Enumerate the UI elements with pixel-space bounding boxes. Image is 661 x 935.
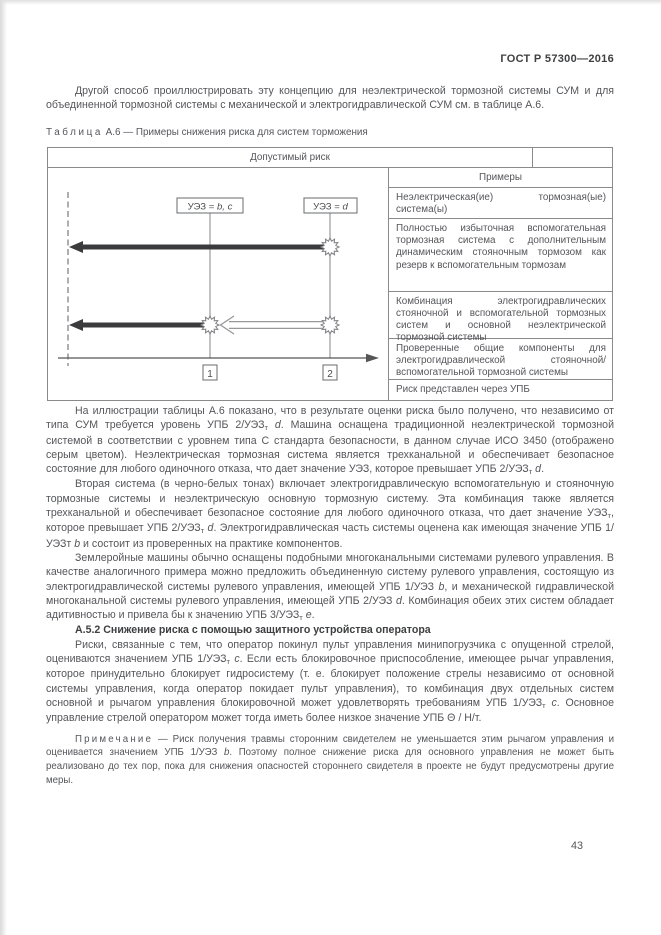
risk-axis — [58, 354, 379, 362]
document-code: ГОСТ Р 57300—2016 — [500, 53, 614, 65]
intro-paragraph: Другой способ проиллюстрировать эту концепцию для неэлектрической тормозной системы СУМ и для объединенной тормозной системы с механической и электрогидравлической СУМ см. в таблице А.6. — [46, 85, 614, 112]
svg-text:2: 2 — [327, 368, 333, 380]
risk-table — [47, 147, 613, 401]
section-heading-a52: А.5.2 Снижение риска с помощью защитного устройства оператора — [75, 624, 431, 637]
paragraph-operator-risks: Риски, связанные с тем, что оператор покинул пульт управления минипогрузчика с опущенной стрелой, оцениваются значением УПБ 1/УЭЗт c. Если есть блокировочное приспособление, имеющее рычаг управления, которое принудительно блокирует гидросистему (т. е. блокирует положение стрелы независимо от основной системы управления, когда оператор покидает пульт управления), то комбинация двух отдельных систем основной и рычагом управления блокировочной может удовлетворять требованиям УПБ 1/УЭЗт c. Основное управление стрелой оператором может тогда иметь более низкое значение УПБ Θ / Н/т. — [46, 638, 615, 725]
paragraph-steering-systems: Землеройные машины обычно оснащены подобными многоканальными системами рулевого управления. В качестве аналогичного примера можно предложить объединенную систему рулевого управления, состоящую из электрогидравлической системы рулевого управления, имеющей УПБ 1/УЭЗ b, и механической гидравлической многоканальной системы рулевого управления, имеющей УПБ 2/УЭЗ d. Комбинация обеих этих систем обладает адитивностью и привела бы к значению УПБ 3/УЭЗт e. — [46, 551, 614, 623]
uez-label-box-2 — [304, 198, 357, 213]
failure-burst-icon — [321, 316, 339, 334]
example-row-non-electric: Неэлектрическая(ие) тормозная(ые) система(ы) — [389, 188, 612, 219]
table-caption-text: А.6 — Примеры снижения риска для систем торможения — [102, 127, 368, 138]
svg-text:1: 1 — [207, 368, 213, 380]
paragraph-a6-explained: На иллюстрации таблицы А.6 показано, что в результате оценки риска было получено, что независимо от типа СУМ требуется уровень УПБ 2/УЭЗт d. Машина оснащена традиционной неэлектрической тормозной системой в соответствии с уровнем типа С стандарта безопасности, в данном случае ИСО 3450 (отображено серым цветом). Неэлектрическая тормозная система является трехканальной и обеспечивает безопасное состояние для любого одиночного отказа, что дает значение УЭЗ, которое превышает УПБ 2/УЭЗт d. — [46, 405, 614, 477]
table-header-allowable-risk: Допустимый риск — [48, 148, 533, 167]
table-caption — [46, 127, 614, 138]
risk-diagram-svg — [48, 168, 388, 400]
risk-reduction-arrow-1 — [69, 241, 326, 253]
uez-label-box-1 — [177, 198, 243, 213]
table-top-row — [48, 148, 612, 168]
failure-burst-icon — [321, 238, 339, 256]
page-number: 43 — [570, 840, 583, 852]
table-caption-word: Таблица — [46, 127, 103, 138]
example-row-redundant-brake: Полностью избыточная вспомогательная тормозная система с дополнительным динамическим стояночным тормозом как резерв к вспомогательным тормозам — [389, 219, 612, 292]
failure-burst-icon — [201, 316, 219, 334]
svg-text:УЭЗ = d: УЭЗ = d — [313, 201, 348, 213]
paragraph-second-system: Вторая система (в черно-белых тонах) включает электрогидравлическую вспомогательную и стояночную тормозные системы и неэлектрическую основную тормозную систему. Эта комбинация также является трехканальной и обеспечивает безопасное состояние для любого одиночного отказа, что дает значение УЭЗт, которое превышает УПБ 2/УЭЗт d. Электрогидравлическая часть системы оценена как имеющая значение УПБ 1/УЭЗт b и состоит из проверенных на практике компонентов. — [46, 478, 615, 550]
open-arrow — [221, 316, 326, 334]
axis-point-2 — [323, 365, 337, 380]
example-row-risk-upb: Риск представлен через УПБ — [396, 383, 530, 395]
risk-diagram — [48, 168, 388, 400]
note-paragraph — [46, 733, 614, 788]
axis-point-1 — [203, 365, 217, 380]
body-text — [46, 404, 614, 787]
example-row-combination: Комбинация электрогидравлических стояночной и вспомогательной тормозных систем и основной неэлектрической тормозной системы — [389, 292, 612, 339]
note-text: — Риск получения травмы сторонним свидетелем не уменьшается этим рычагом управления и оценивается значением УПБ 1/УЭЗ b. Поэтому полное снижение риска для основного управления не может быть реализовано до тех пор, пока для снижения опасностей стороннего свидетеля в проекте не будут предусмотрены другие меры. — [46, 733, 615, 786]
example-row-proven-components: Проверенные общие компоненты для электрогидравлической стояночной/ вспомогательной тормозной системы — [389, 339, 612, 380]
svg-text:УЭЗ = b, c: УЭЗ = b, c — [187, 201, 233, 213]
note-label: Примечание — [75, 733, 154, 745]
table-body — [48, 168, 612, 400]
risk-reduction-arrow-2 — [69, 319, 206, 331]
examples-header: Примеры — [389, 168, 612, 188]
examples-column — [388, 168, 612, 400]
table-header-empty-cell — [533, 148, 612, 167]
